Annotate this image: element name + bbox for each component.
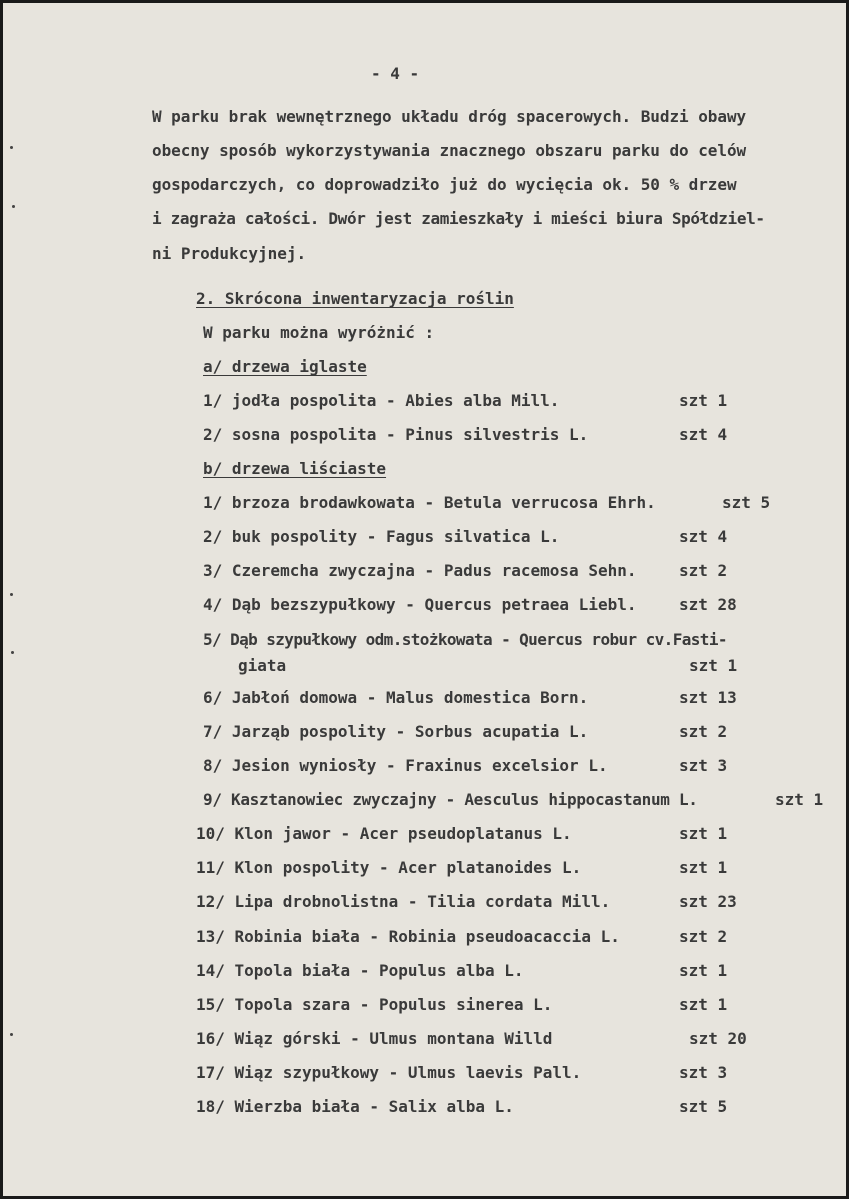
list-item-count: szt 1 (679, 391, 728, 410)
list-item-count: szt 1 (679, 858, 728, 877)
list-item: 2/ buk pospolity - Fagus silvatica L. (203, 527, 560, 546)
list-item: 5/ Dąb szypułkowy odm.stożkowata - Quercus robur cv.Fasti- (203, 630, 727, 649)
list-item-count: szt 2 (679, 722, 728, 741)
section-heading: 2. Skrócona inwentaryzacja roślin (196, 289, 514, 308)
list-item-count: szt 5 (722, 493, 771, 512)
list-item-count: szt 4 (679, 527, 728, 546)
list-item: 1/ jodła pospolita - Abies alba Mill. (203, 391, 560, 410)
margin-mark (12, 205, 15, 208)
paragraph-line: obecny sposób wykorzystywania znacznego obszaru parku do celów (152, 141, 747, 160)
list-item-count: szt 1 (679, 961, 728, 980)
list-item-count: szt 28 (679, 595, 737, 614)
list-item: 9/ Kasztanowiec zwyczajny - Aesculus hippocastanum L. (203, 790, 698, 809)
list-item: 17/ Wiąz szypułkowy - Ulmus laevis Pall. (196, 1063, 582, 1082)
list-item: 15/ Topola szara - Populus sinerea L. (196, 995, 553, 1014)
list-item-count: szt 5 (679, 1097, 728, 1116)
typewritten-page (3, 3, 846, 1196)
page-number: - 4 - (371, 64, 420, 83)
section-intro: W parku można wyróżnić : (203, 323, 435, 342)
subsection-heading-conifers: a/ drzewa iglaste (203, 357, 367, 376)
list-item-count: szt 23 (679, 892, 737, 911)
paragraph-line: ni Produkcyjnej. (152, 244, 307, 263)
list-item-count: szt 2 (679, 561, 728, 580)
list-item-continuation: giata (238, 656, 287, 675)
list-item: 7/ Jarząb pospolity - Sorbus acupatia L. (203, 722, 589, 741)
list-item-count: szt 13 (679, 688, 737, 707)
margin-mark (10, 1033, 13, 1036)
margin-mark (10, 593, 13, 596)
list-item-count: szt 1 (689, 656, 738, 675)
paragraph-line: i zagraża całości. Dwór jest zamieszkały i mieści biura Spółdziel- (152, 209, 765, 228)
list-item: 18/ Wierzba biała - Salix alba L. (196, 1097, 514, 1116)
list-item-count: szt 1 (775, 790, 824, 809)
list-item: 6/ Jabłoń domowa - Malus domestica Born. (203, 688, 589, 707)
list-item-count: szt 1 (679, 824, 728, 843)
list-item: 10/ Klon jawor - Acer pseudoplatanus L. (196, 824, 572, 843)
list-item: 14/ Topola biała - Populus alba L. (196, 961, 524, 980)
list-item-count: szt 4 (679, 425, 728, 444)
list-item-count: szt 2 (679, 927, 728, 946)
list-item-count: szt 1 (679, 995, 728, 1014)
list-item-count: szt 20 (689, 1029, 747, 1048)
list-item: 1/ brzoza brodawkowata - Betula verrucosa Ehrh. (203, 493, 656, 512)
list-item: 16/ Wiąz górski - Ulmus montana Willd (196, 1029, 553, 1048)
paragraph-line: W parku brak wewnętrznego układu dróg spacerowych. Budzi obawy (152, 107, 747, 126)
paragraph-line: gospodarczych, co doprowadziło już do wycięcia ok. 50 % drzew (152, 175, 737, 194)
subsection-heading-deciduous: b/ drzewa liściaste (203, 459, 387, 478)
list-item: 13/ Robinia biała - Robinia pseudoacaccia L. (196, 927, 620, 946)
list-item: 3/ Czeremcha zwyczajna - Padus racemosa Sehn. (203, 561, 637, 580)
list-item: 4/ Dąb bezszypułkowy - Quercus petraea Liebl. (203, 595, 637, 614)
list-item-count: szt 3 (679, 1063, 728, 1082)
list-item: 11/ Klon pospolity - Acer platanoides L. (196, 858, 582, 877)
list-item: 8/ Jesion wyniosły - Fraxinus excelsior L. (203, 756, 608, 775)
margin-mark (10, 146, 13, 149)
margin-mark (11, 651, 14, 654)
list-item: 12/ Lipa drobnolistna - Tilia cordata Mill. (196, 892, 611, 911)
list-item: 2/ sosna pospolita - Pinus silvestris L. (203, 425, 589, 444)
list-item-count: szt 3 (679, 756, 728, 775)
